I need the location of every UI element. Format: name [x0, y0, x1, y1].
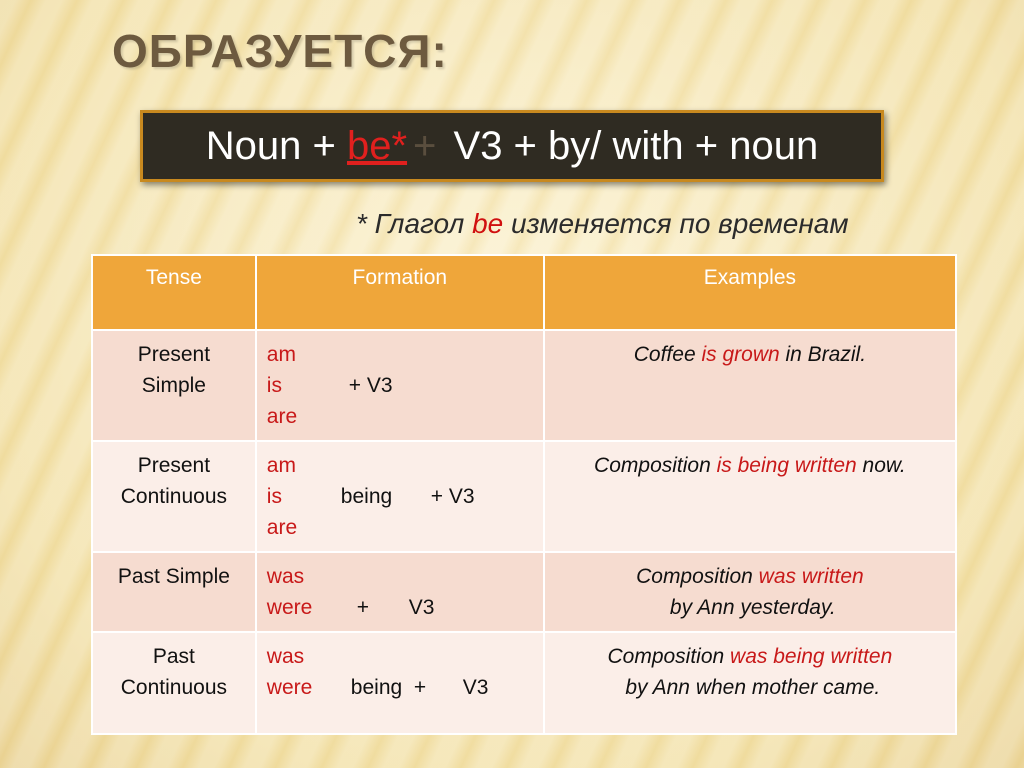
example-text: by Ann when mother came.	[619, 676, 881, 699]
formation-aux: were	[266, 596, 313, 619]
formation-line	[267, 370, 533, 401]
header-tense: Tense	[92, 255, 256, 330]
formation-cell	[256, 441, 544, 552]
formation-aux: is	[266, 374, 282, 397]
table-row	[92, 632, 956, 734]
example-cell	[544, 632, 956, 734]
table-header-row	[92, 255, 956, 330]
formula-faint-plus: +	[413, 123, 437, 168]
formula-part-v3: V3 + by/ with + noun	[442, 123, 819, 168]
example-text: Composition	[594, 454, 717, 477]
example-text: Coffee	[633, 343, 702, 366]
formation-line: am	[266, 454, 296, 477]
note-suffix: изменяется по временам	[503, 208, 849, 239]
example-passive: is grown	[701, 343, 780, 366]
example-passive: is being written	[716, 454, 857, 477]
table-row	[92, 441, 956, 552]
header-formation: Formation	[256, 255, 544, 330]
formation-aux: were	[266, 676, 313, 699]
example-text: by Ann yesterday.	[664, 596, 836, 619]
tenses-table	[91, 254, 957, 735]
formation-being: being	[340, 485, 393, 508]
example-text: in Brazil.	[779, 343, 867, 366]
formation-line: was	[266, 565, 305, 588]
slide-title: ОБРАЗУЕТСЯ:	[112, 25, 448, 77]
example-text: Composition	[636, 565, 759, 588]
formation-line	[267, 481, 533, 512]
formula-part-noun: Noun +	[205, 123, 347, 168]
tense-cell: Present Continuous	[92, 441, 256, 552]
formation-cell	[256, 330, 544, 441]
formation-rest: + V3	[430, 485, 475, 508]
formation-rest: V3	[462, 676, 489, 699]
formation-rest: + V3	[348, 374, 393, 397]
note-be: be	[472, 208, 504, 239]
table-row	[92, 552, 956, 632]
formation-rest: V3	[408, 596, 435, 619]
formation-line	[267, 672, 533, 703]
example-passive: was being written	[730, 645, 893, 668]
formation-line: are	[266, 516, 298, 539]
be-note	[356, 208, 849, 240]
formation-aux: is	[266, 485, 282, 508]
formation-line: was	[266, 645, 305, 668]
example-cell	[544, 330, 956, 441]
example-cell	[544, 441, 956, 552]
table-row	[92, 330, 956, 441]
example-text: now.	[856, 454, 906, 477]
tense-cell: Present Simple	[92, 330, 256, 441]
example-cell	[544, 552, 956, 632]
formula-box	[140, 110, 884, 182]
header-examples: Examples	[544, 255, 956, 330]
formation-cell	[256, 632, 544, 734]
formation-cell	[256, 552, 544, 632]
tense-cell: Past Simple	[92, 552, 256, 632]
formula-be: be*	[346, 123, 408, 168]
formation-line	[267, 592, 533, 623]
tense-cell: Past Continuous	[92, 632, 256, 734]
formation-plus: +	[356, 596, 370, 619]
formation-line: are	[266, 405, 298, 428]
formation-being: being +	[350, 676, 427, 699]
note-prefix: * Глагол	[356, 208, 473, 239]
example-passive: was written	[758, 565, 864, 588]
example-text: Composition	[607, 645, 731, 668]
formation-line: am	[266, 343, 296, 366]
